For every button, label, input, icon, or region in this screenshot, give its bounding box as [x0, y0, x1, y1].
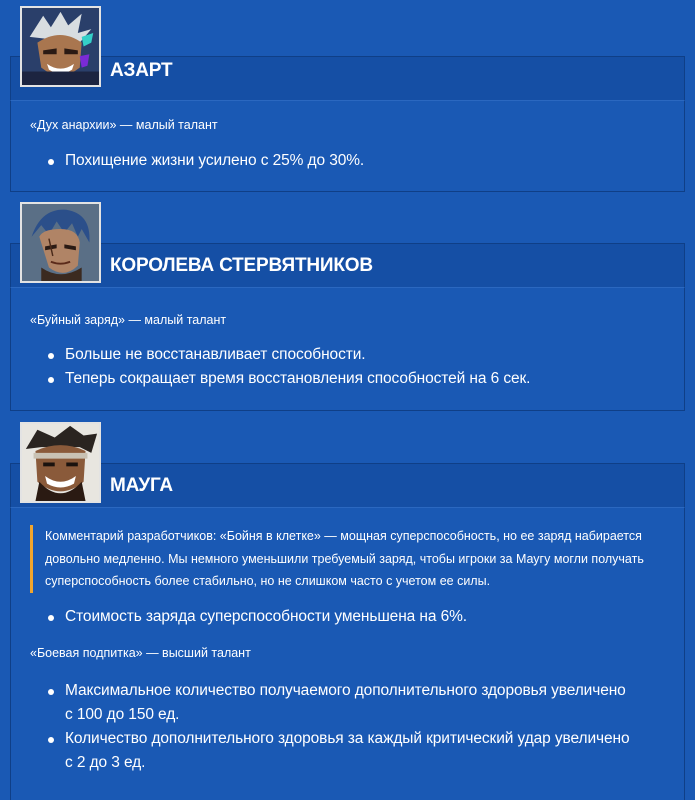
list-item	[48, 679, 629, 727]
hero-name: АЗАРТ	[110, 60, 173, 81]
list-item-line: с 100 до 150 ед.	[65, 706, 180, 723]
list-item-line: Количество дополнительного здоровья за каждый критический удар увеличено	[65, 730, 630, 747]
developer-comment	[30, 525, 670, 593]
list-item: Больше не восстанавливает способности.	[48, 343, 530, 367]
change-list	[48, 679, 629, 775]
dev-note-line: Комментарий разработчиков: «Бойня в клетке» — мощная суперспособность, но ее заряд набирается	[45, 529, 642, 543]
list-item-line: с 2 до 3 ед.	[65, 754, 146, 771]
change-list	[48, 343, 530, 391]
change-list	[48, 605, 467, 629]
dev-note-line: суперспособность более стабильно, но не слишком часто с учетом ее силы.	[45, 574, 491, 588]
hero-name: МАУГА	[110, 475, 173, 496]
list-item: Теперь сокращает время восстановления способностей на 6 сек.	[48, 367, 530, 391]
talent-label: «Буйный заряд» — малый талант	[30, 313, 227, 327]
hero-portrait-azart-icon	[20, 6, 101, 87]
hero-portrait-vulture-queen-icon	[20, 202, 101, 283]
list-item	[48, 727, 629, 775]
list-item: Стоимость заряда суперспособности уменьшена на 6%.	[48, 605, 467, 629]
change-list	[48, 149, 364, 173]
talent-label: «Боевая подпитка» — высший талант	[30, 646, 251, 660]
hero-body	[10, 100, 685, 192]
list-item: Похищение жизни усилено с 25% до 30%.	[48, 149, 364, 173]
list-item-line: Максимальное количество получаемого дополнительного здоровья увеличено	[65, 682, 626, 699]
hero-name: КОРОЛЕВА СТЕРВЯТНИКОВ	[110, 255, 373, 276]
dev-note-line: довольно медленно. Мы немного уменьшили требуемый заряд, чтобы игроки за Маугу могли получать	[45, 551, 644, 566]
hero-portrait-mauga-icon	[20, 422, 101, 503]
talent-label: «Дух анархии» — малый талант	[30, 118, 218, 132]
